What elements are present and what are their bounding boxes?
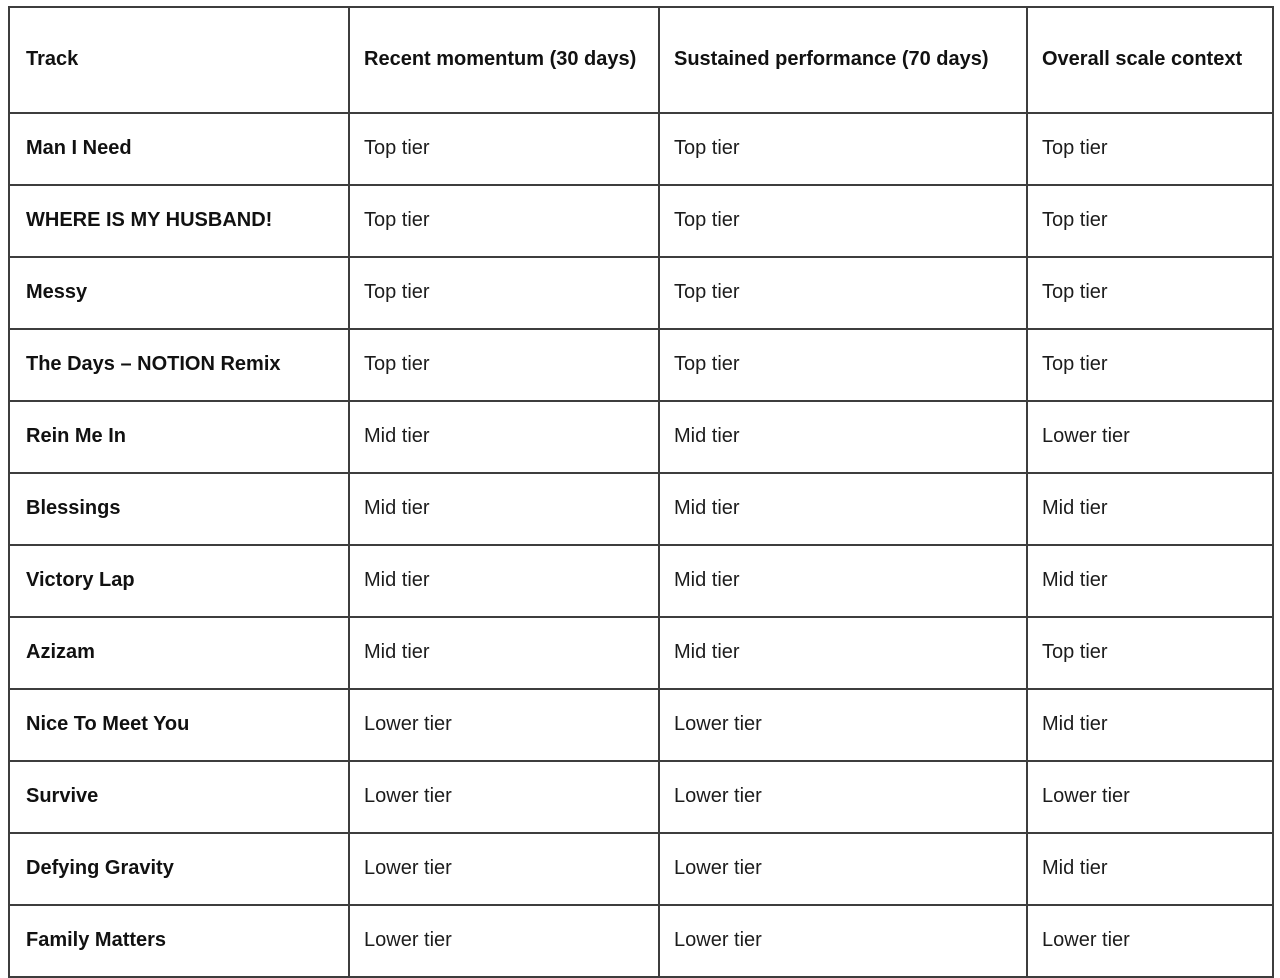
cell-track: Man I Need	[9, 113, 349, 185]
table-row	[9, 401, 1273, 473]
cell-recent-momentum: Mid tier	[349, 401, 659, 473]
cell-sustained-performance: Top tier	[659, 113, 1027, 185]
cell-overall-scale-context: Top tier	[1027, 617, 1273, 689]
cell-sustained-performance: Mid tier	[659, 401, 1027, 473]
cell-overall-scale-context: Top tier	[1027, 329, 1273, 401]
cell-recent-momentum: Lower tier	[349, 833, 659, 905]
cell-sustained-performance: Lower tier	[659, 761, 1027, 833]
cell-track: WHERE IS MY HUSBAND!	[9, 185, 349, 257]
table-row	[9, 329, 1273, 401]
track-tier-table	[8, 6, 1274, 978]
cell-track: Rein Me In	[9, 401, 349, 473]
cell-recent-momentum: Mid tier	[349, 473, 659, 545]
table-row	[9, 185, 1273, 257]
cell-recent-momentum: Top tier	[349, 329, 659, 401]
cell-recent-momentum: Lower tier	[349, 761, 659, 833]
cell-recent-momentum: Lower tier	[349, 689, 659, 761]
cell-sustained-performance: Mid tier	[659, 617, 1027, 689]
cell-recent-momentum: Mid tier	[349, 617, 659, 689]
cell-overall-scale-context: Top tier	[1027, 113, 1273, 185]
cell-overall-scale-context: Mid tier	[1027, 545, 1273, 617]
cell-overall-scale-context: Top tier	[1027, 257, 1273, 329]
cell-track: Survive	[9, 761, 349, 833]
table-row	[9, 905, 1273, 977]
cell-track: Messy	[9, 257, 349, 329]
cell-track: Victory Lap	[9, 545, 349, 617]
cell-track: Defying Gravity	[9, 833, 349, 905]
table-body	[9, 113, 1273, 977]
table-row	[9, 689, 1273, 761]
cell-sustained-performance: Top tier	[659, 329, 1027, 401]
cell-sustained-performance: Lower tier	[659, 905, 1027, 977]
cell-overall-scale-context: Lower tier	[1027, 761, 1273, 833]
table-row	[9, 545, 1273, 617]
table-row	[9, 617, 1273, 689]
cell-track: The Days – NOTION Remix	[9, 329, 349, 401]
column-header-sustained-performance: Sustained performance (70 days)	[659, 7, 1027, 113]
cell-recent-momentum: Top tier	[349, 257, 659, 329]
table-header-row	[9, 7, 1273, 113]
cell-sustained-performance: Mid tier	[659, 545, 1027, 617]
table-row	[9, 473, 1273, 545]
cell-overall-scale-context: Lower tier	[1027, 401, 1273, 473]
cell-sustained-performance: Mid tier	[659, 473, 1027, 545]
cell-sustained-performance: Lower tier	[659, 689, 1027, 761]
cell-track: Blessings	[9, 473, 349, 545]
cell-recent-momentum: Top tier	[349, 113, 659, 185]
cell-overall-scale-context: Mid tier	[1027, 833, 1273, 905]
column-header-recent-momentum: Recent momentum (30 days)	[349, 7, 659, 113]
cell-track: Azizam	[9, 617, 349, 689]
cell-sustained-performance: Top tier	[659, 185, 1027, 257]
column-header-overall-scale-context: Overall scale context	[1027, 7, 1273, 113]
cell-overall-scale-context: Mid tier	[1027, 473, 1273, 545]
cell-overall-scale-context: Mid tier	[1027, 689, 1273, 761]
table-row	[9, 113, 1273, 185]
table-row	[9, 257, 1273, 329]
table-row	[9, 833, 1273, 905]
table-row	[9, 761, 1273, 833]
cell-overall-scale-context: Top tier	[1027, 185, 1273, 257]
cell-recent-momentum: Mid tier	[349, 545, 659, 617]
cell-track: Family Matters	[9, 905, 349, 977]
column-header-track: Track	[9, 7, 349, 113]
cell-recent-momentum: Lower tier	[349, 905, 659, 977]
cell-overall-scale-context: Lower tier	[1027, 905, 1273, 977]
cell-sustained-performance: Lower tier	[659, 833, 1027, 905]
cell-recent-momentum: Top tier	[349, 185, 659, 257]
cell-sustained-performance: Top tier	[659, 257, 1027, 329]
cell-track: Nice To Meet You	[9, 689, 349, 761]
table-header	[9, 7, 1273, 113]
